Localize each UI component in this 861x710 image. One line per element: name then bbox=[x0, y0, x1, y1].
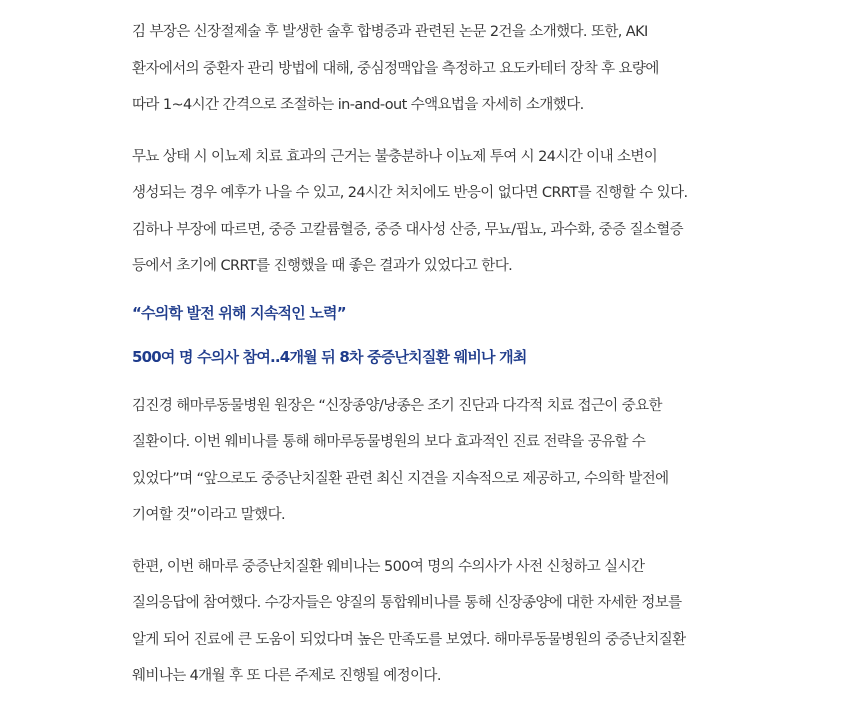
paragraph-line: 생성되는 경우 예후가 나을 수 있고, 24시간 처치에도 반응이 없다면 CRRT를 진행할 수 있다. bbox=[132, 185, 688, 201]
article-body bbox=[132, 14, 744, 710]
paragraph-line: 웨비나는 4개월 후 또 다른 주제로 진행될 예정이다. bbox=[132, 668, 441, 684]
paragraph-line: 질의응답에 참여했다. 수강자들은 양질의 통합웨비나를 통해 신장종양에 대한 자세한 정보를 bbox=[132, 595, 682, 611]
section-subheading-quote: “수의학 발전 위해 지속적인 노력” bbox=[132, 303, 346, 322]
paragraph-line: 무뇨 상태 시 이뇨제 치료 효과의 근거는 불충분하나 이뇨제 투여 시 24시간 이내 소변이 bbox=[132, 148, 658, 165]
article-paragraph-2 bbox=[132, 139, 744, 285]
paragraph-line: 따라 1~4시간 간격으로 조절하는 in-and-out 수액요법을 자세히 소개했다. bbox=[132, 97, 584, 113]
paragraph-line: 있었다”며 “앞으로도 중증난치질환 관련 최신 지견을 지속적으로 제공하고, 수의학 발전에 bbox=[132, 470, 669, 487]
paragraph-line: 김하나 부장에 따르면, 중증 고칼륨혈증, 중증 대사성 산증, 무뇨/핍뇨, 과수화, 중증 질소혈증 bbox=[132, 221, 684, 238]
article-paragraph-1 bbox=[132, 14, 744, 124]
paragraph-line: 알게 되어 진료에 큰 도움이 되었다며 높은 만족도를 보였다. 해마루동물병원의 중증난치질환 bbox=[132, 631, 686, 648]
paragraph-line: 김 부장은 신장절제술 후 발생한 술후 합병증과 관련된 논문 2건을 소개했다. 또한, AKI bbox=[132, 24, 648, 40]
paragraph-line: 등에서 초기에 CRRT를 진행했을 때 좋은 결과가 있었다고 한다. bbox=[132, 258, 513, 274]
paragraph-line: 기여할 것”이라고 말했다. bbox=[132, 507, 286, 523]
article-paragraph-3 bbox=[132, 388, 744, 534]
article-paragraph-4 bbox=[132, 549, 744, 695]
section-subheading-webinar: 500여 명 수의사 참여..4개월 뒤 8차 중증난치질환 웨비나 개최 bbox=[132, 347, 527, 366]
paragraph-line: 김진경 해마루동물병원 원장은 “신장종양/낭종은 조기 진단과 다각적 치료 접근이 중요한 bbox=[132, 397, 662, 414]
paragraph-line: 질환이다. 이번 웨비나를 통해 해마루동물병원의 보다 효과적인 진료 전략을 공유할 수 bbox=[132, 434, 646, 450]
paragraph-line: 환자에서의 중환자 관리 방법에 대해, 중심정맥압을 측정하고 요도카테터 장착 후 요량에 bbox=[132, 60, 659, 77]
paragraph-line: 한편, 이번 해마루 중증난치질환 웨비나는 500여 명의 수의사가 사전 신청하고 실시간 bbox=[132, 558, 645, 575]
